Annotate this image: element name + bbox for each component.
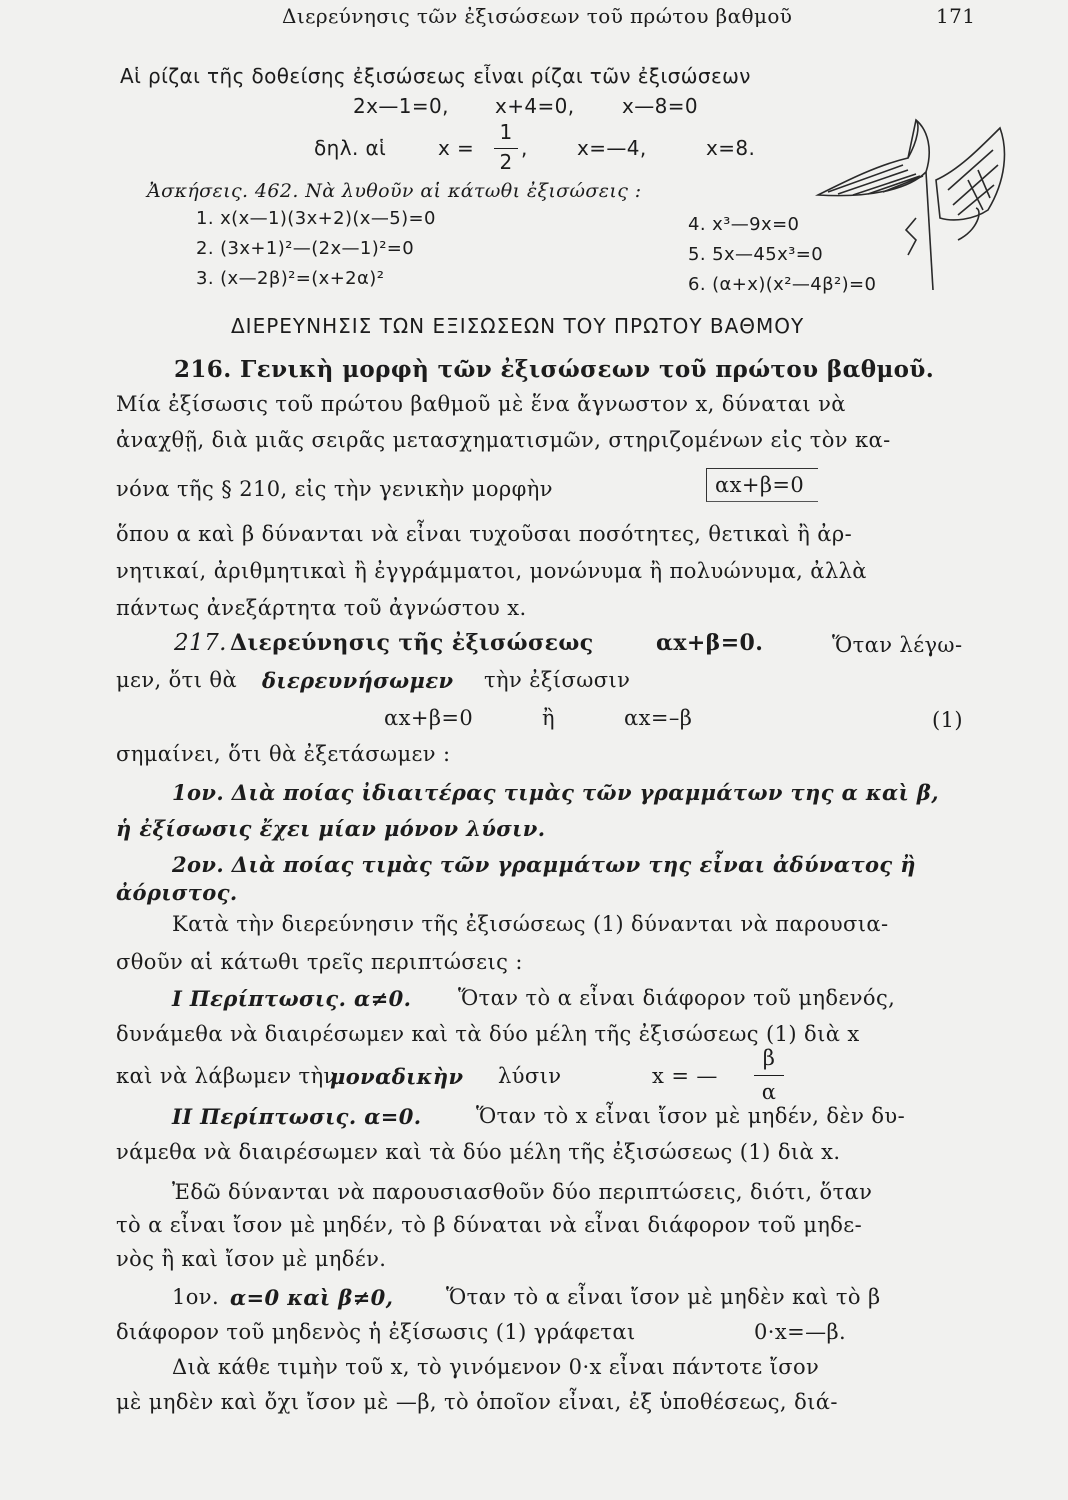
question-1-line-a: 1ον. Διὰ ποίας ἰδιαιτέρας τιμὰς τῶν γραμμάτων της α καὶ β, [172,780,939,805]
case-1-line-c-start: καὶ νὰ λάβωμεν τὴν [116,1064,337,1088]
s216-line5: νητικαί, ἀριθμητικαὶ ἢ ἐγγράμματοι, μονώνυμα ἢ πολυώνυμα, ἀλλὰ [116,559,867,583]
question-1-line-b: ἡ ἐξίσωσις ἔχει μίαν μόνον λύσιν. [116,816,546,841]
s217-heading: Διερεύνησις τῆς ἐξισώσεως [230,630,594,656]
s217-line2: μεν, ὅτι θὰ [116,668,238,692]
subcase-1-equation: 0·x=—β. [754,1320,847,1344]
s216-line3: νόνα τῆς § 210, εἰς τὴν γενικὴν μορφὴν [116,477,553,501]
exercise-6: 6. (α+x)(x²—4β²)=0 [688,274,877,295]
root-x2: x=—4, [577,136,647,160]
general-form-box: αx+β=0 [706,468,818,502]
s216-heading: 216. Γενικὴ μορφὴ τῶν ἐξισώσεων τοῦ πρώτου βαθμοῦ. [174,356,935,383]
paragraph-2-line-c: νὸς ἢ καὶ ἴσον μὲ μηδέν. [116,1247,387,1271]
paragraph-2-line-b: τὸ α εἶναι ἴσον μὲ μηδέν, τὸ β δύναται νὰ εἶναι διάφορον τοῦ μηδε- [116,1213,863,1237]
paragraph-1-line-a: Κατὰ τὴν διερεύνησιν τῆς ἐξισώσεως (1) δύνανται νὰ παρουσια- [172,912,889,936]
s216-line2: ἀναχθῇ, διὰ μιᾶς σειρᾶς μετασχηματισμῶν, στηριζομένων εἰς τὸν κα- [116,428,891,452]
root-equation-3: x—8=0 [622,94,699,118]
case-2-label: ΙΙ Περίπτωσις. α=0. [172,1104,422,1129]
root-x3: x=8. [706,136,756,160]
page-number: 171 [936,4,976,28]
equation-number-1: (1) [932,708,963,732]
case-1-solution-denominator: α [761,1080,777,1104]
subcase-1-number: 1ον. [172,1285,220,1309]
running-header: Διερεύνησις τῶν ἐξισώσεων τοῦ πρώτου βαθμοῦ [282,4,793,28]
root-x1-denominator: 2 [499,150,513,174]
s216-line6: πάντως ἀνεξάρτητα τοῦ ἀγνώστου x. [116,596,527,620]
root-x1-numerator: 1 [499,120,513,144]
s216-line4: ὅπου α καὶ β δύνανται νὰ εἶναι τυχοῦσαι ποσότητες, θετικαὶ ἢ ἀρ- [116,522,853,546]
s217-line1-end: Ὅταν λέγω- [832,633,963,657]
s217-equation-or: ἢ [542,706,555,730]
exercise-5: 5. 5x—45x³=0 [688,244,824,265]
question-2-line-a: 2ον. Διὰ ποίας τιμὰς τῶν γραμμάτων της εἶναι ἀδύνατος ἢ [172,852,916,877]
s217-line4: σημαίνει, ὅτι θὰ ἐξετάσωμεν : [116,742,451,766]
s216-line1: Μία ἐξίσωσις τοῦ πρώτου βαθμοῦ μὲ ἕνα ἄγνωστον x, δύναται νὰ [116,392,846,416]
question-2-line-b: ἀόριστος. [116,880,238,905]
paragraph-3-line-b: μὲ μηδὲν καὶ ὄχι ἴσον μὲ —β, τὸ ὁποῖον εἶναι, ἐξ ὑποθέσεως, διά- [116,1390,838,1414]
s217-equation-right: αx=–β [624,706,693,730]
case-1-label: Ι Περίπτωσις. α≠0. [172,986,412,1011]
exercise-1: 1. x(x—1)(3x+2)(x—5)=0 [196,208,436,229]
paragraph-3-line-a: Διὰ κάθε τιμὴν τοῦ x, τὸ γινόμενον 0·x εἶναι πάντοτε ἴσον [172,1355,820,1379]
roots-prefix: δηλ. αἱ [314,136,387,160]
root-equation-1: 2x—1=0, [353,94,449,118]
case-1-solution-left: x = — [652,1064,718,1088]
case-1-line-c-end: λύσιν [498,1064,562,1088]
exercise-2: 2. (3x+1)²—(2x—1)²=0 [196,238,415,259]
case-1-solution-numerator: β [762,1046,776,1070]
section-heading: ΔΙΕΡΕΥΝΗΣΙΣ ΤΩΝ ΕΞΙΣΩΣΕΩΝ ΤΟΥ ΠΡΩΤΟΥ ΒΑΘΜΟΥ [231,314,805,338]
s217-line2-end: τὴν ἐξίσωσιν [484,668,631,692]
paragraph-1-line-b: σθοῦν αἱ κάτωθι τρεῖς περιπτώσεις : [116,950,523,974]
exercise-3: 3. (x—2β)²=(x+2α)² [196,268,385,289]
root-x1-fraction-bar [494,148,518,149]
subcase-1-label: α=0 καὶ β≠0, [230,1285,394,1310]
exercise-4: 4. x³—9x=0 [688,214,800,235]
s217-heading-equation: αx+β=0. [656,630,764,656]
case-1-line-b: δυνάμεθα νὰ διαιρέσωμεν καὶ τὰ δύο μέλη τῆς ἐξισώσεως (1) διὰ x [116,1022,860,1046]
root-x1-left: x = [438,136,475,160]
paragraph-2-line-a: Ἐδῶ δύνανται νὰ παρουσιασθοῦν δύο περιπτώσεις, διότι, ὅταν [172,1180,873,1204]
handwritten-doodle [808,110,1028,290]
case-2-line-b: νάμεθα νὰ διαιρέσωμεν καὶ τὰ δύο μέλη τῆς ἐξισώσεως (1) διὰ x. [116,1140,841,1164]
case-1-line-c-emphasis: μοναδικὴν [330,1064,464,1089]
case-1-solution-fraction-bar [754,1075,784,1076]
s217-number: 217. [174,630,227,656]
exercises-title: Ἀσκήσεις. 462. Νὰ λυθοῦν αἱ κάτωθι ἐξισώσεις : [147,180,642,202]
case-1-line-a: Ὅταν τὸ α εἶναι διάφορον τοῦ μηδενός, [458,986,896,1010]
roots-intro: Αἱ ρίζαι τῆς δοθείσης ἐξισώσεως εἶναι ρίζαι τῶν ἐξισώσεων [120,64,751,88]
s217-equation-left: αx+β=0 [384,706,474,730]
root-equation-2: x+4=0, [495,94,575,118]
case-2-line-a: Ὅταν τὸ x εἶναι ἴσον μὲ μηδέν, δὲν δυ- [476,1104,906,1128]
s217-line2-emphasis: διερευνήσωμεν [262,668,454,693]
subcase-1-line-a: Ὅταν τὸ α εἶναι ἴσον μὲ μηδὲν καὶ τὸ β [446,1285,881,1309]
subcase-1-line-b: διάφορον τοῦ μηδενὸς ἡ ἐξίσωσις (1) γράφεται [116,1320,636,1344]
root-x1-comma: , [521,136,528,160]
